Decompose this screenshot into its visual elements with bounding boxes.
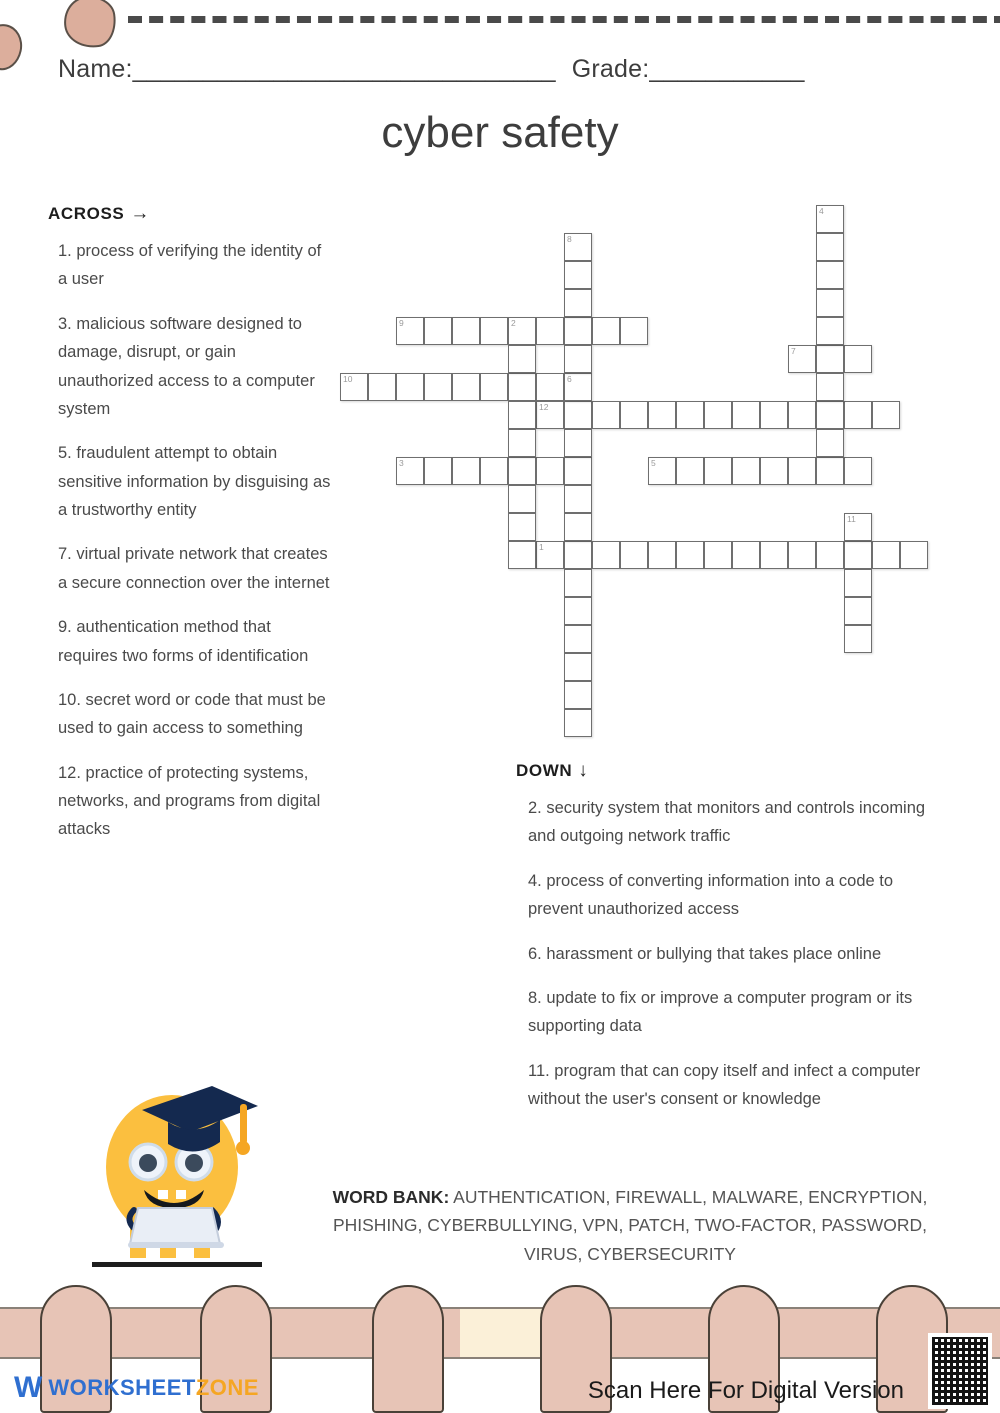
- grid-clue-number: 9: [399, 318, 404, 328]
- arrow-down-icon: ↓: [578, 760, 589, 781]
- word-bank: [320, 1183, 940, 1268]
- grid-clue-number: 1: [539, 542, 544, 552]
- grid-cell[interactable]: [816, 541, 844, 569]
- across-clue-1: 3. malicious software designed to damage, disrupt, or gain unauthorized access to a computer system: [58, 314, 315, 418]
- name-blank[interactable]: ______________________________: [132, 55, 556, 83]
- across-heading-label: ACROSS: [48, 204, 125, 223]
- grid-cell[interactable]: [564, 709, 592, 737]
- grid-cell[interactable]: [788, 457, 816, 485]
- grid-cell[interactable]: [760, 401, 788, 429]
- across-clue-3: 7. virtual private network that creates a secure connection over the internet: [58, 545, 330, 592]
- worksheetzone-logo[interactable]: [14, 1373, 259, 1403]
- grid-cell[interactable]: [536, 541, 564, 569]
- grid-cell[interactable]: [844, 541, 872, 569]
- down-heading-label: DOWN: [516, 761, 573, 780]
- grid-cell[interactable]: [844, 401, 872, 429]
- grid-cell[interactable]: [648, 541, 676, 569]
- grid-cell[interactable]: [564, 345, 592, 373]
- top-dashed-divider: [128, 16, 1000, 23]
- across-clue-0: 1. process of verifying the identity of a user: [58, 242, 322, 289]
- down-clue-3: 8. update to fix or improve a computer program or its supporting data: [528, 988, 913, 1036]
- grid-cell[interactable]: [452, 317, 480, 345]
- grid-cell[interactable]: [620, 317, 648, 345]
- grid-cell[interactable]: [564, 317, 592, 345]
- mascot-laptop: [128, 1208, 224, 1248]
- across-heading: [48, 203, 332, 225]
- grid-cell[interactable]: [480, 373, 508, 401]
- mascot-illustration: [72, 1062, 282, 1272]
- down-clue-1: 4. process of converting information into a code to prevent unauthorized access: [528, 871, 894, 919]
- grid-cell[interactable]: [704, 541, 732, 569]
- crossword-grid[interactable]: [340, 205, 960, 745]
- grid-cell[interactable]: [564, 569, 592, 597]
- grid-cell[interactable]: [816, 261, 844, 289]
- grid-cell[interactable]: [536, 457, 564, 485]
- bone-decoration: [61, 0, 120, 51]
- grid-cell[interactable]: [396, 457, 424, 485]
- grid-cell[interactable]: [536, 401, 564, 429]
- fence-picket: [372, 1285, 444, 1413]
- down-clues-section: [516, 760, 946, 1129]
- grid-cell[interactable]: [564, 681, 592, 709]
- grid-clue-number: 2: [511, 318, 516, 328]
- grid-cell[interactable]: [396, 373, 424, 401]
- grid-cell[interactable]: [872, 541, 900, 569]
- grid-cell[interactable]: [676, 457, 704, 485]
- grid-cell[interactable]: [620, 401, 648, 429]
- down-clue-4: 11. program that can copy itself and infect a computer without the user's consent or knowledge: [528, 1061, 921, 1108]
- grid-cell[interactable]: [564, 513, 592, 541]
- grade-label: Grade:: [571, 55, 650, 83]
- grid-cell[interactable]: [564, 289, 592, 317]
- down-heading: [516, 760, 946, 782]
- grid-cell[interactable]: [592, 317, 620, 345]
- grid-cell[interactable]: [816, 457, 844, 485]
- grid-cell[interactable]: [760, 541, 788, 569]
- grid-cell[interactable]: [844, 569, 872, 597]
- grid-cell[interactable]: [732, 541, 760, 569]
- logo-worksheet-text: WORKSHEET: [48, 1375, 196, 1400]
- grid-clue-number: 7: [791, 346, 796, 356]
- grid-cell[interactable]: [872, 401, 900, 429]
- word-bank-words: AUTHENTICATION, FIREWALL, MALWARE, ENCRYPTION, PHISHING, CYBERBULLYING, VPN, PATCH, TWO-FACTOR, PASSWORD, VIRUS, CYBERSECURITY: [332, 1187, 928, 1264]
- grid-cell[interactable]: [732, 401, 760, 429]
- grid-cell[interactable]: [424, 373, 452, 401]
- scan-instruction-text: Scan Here For Digital Version: [587, 1377, 904, 1404]
- grid-cell[interactable]: [508, 485, 536, 513]
- grid-cell[interactable]: [564, 485, 592, 513]
- grid-clue-number: 5: [651, 458, 656, 468]
- mascot-ground-line: [92, 1262, 262, 1267]
- grid-cell[interactable]: [900, 541, 928, 569]
- grid-cell[interactable]: [816, 345, 844, 373]
- grid-cell[interactable]: [340, 373, 368, 401]
- grid-cell[interactable]: [676, 401, 704, 429]
- grid-clue-number: 10: [343, 374, 353, 384]
- grid-cell[interactable]: [564, 653, 592, 681]
- grid-cell[interactable]: [564, 261, 592, 289]
- grid-cell[interactable]: [816, 233, 844, 261]
- grid-cell[interactable]: [536, 317, 564, 345]
- down-clue-2: 6. harassment or bullying that takes place online: [528, 944, 882, 963]
- grid-cell[interactable]: [368, 373, 396, 401]
- grid-cell[interactable]: [648, 457, 676, 485]
- grid-clue-number: 4: [819, 206, 824, 216]
- grid-cell[interactable]: [816, 317, 844, 345]
- grid-cell[interactable]: [564, 373, 592, 401]
- grid-cell[interactable]: [480, 317, 508, 345]
- grid-clue-number: 11: [847, 514, 856, 524]
- across-clue-list: [48, 237, 332, 844]
- grid-cell[interactable]: [564, 233, 592, 261]
- grid-cell[interactable]: [788, 541, 816, 569]
- word-bank-label: WORD BANK:: [332, 1187, 450, 1207]
- grid-cell[interactable]: [480, 457, 508, 485]
- grid-cell[interactable]: [424, 457, 452, 485]
- grid-clue-number: 12: [539, 402, 549, 412]
- grid-cell[interactable]: [816, 289, 844, 317]
- grid-cell[interactable]: [396, 317, 424, 345]
- logo-zone-text: ZONE: [195, 1375, 259, 1400]
- grid-cell[interactable]: [844, 345, 872, 373]
- footer-fence: [0, 1285, 1000, 1413]
- grid-cell[interactable]: [508, 373, 536, 401]
- grid-cell[interactable]: [788, 401, 816, 429]
- grid-cell[interactable]: [704, 401, 732, 429]
- down-clue-0: 2. security system that monitors and controls incoming and outgoing network traffic: [528, 799, 926, 846]
- name-label: Name:: [58, 55, 133, 83]
- grid-cell[interactable]: [536, 373, 564, 401]
- grid-cell[interactable]: [508, 317, 536, 345]
- grid-cell[interactable]: [508, 429, 536, 457]
- grid-cell[interactable]: [844, 625, 872, 653]
- grid-cell[interactable]: [564, 597, 592, 625]
- grid-cell[interactable]: [844, 457, 872, 485]
- grid-cell[interactable]: [508, 345, 536, 373]
- grid-cell[interactable]: [788, 345, 816, 373]
- grid-cell[interactable]: [424, 317, 452, 345]
- grid-cell[interactable]: [620, 541, 648, 569]
- grid-clue-number: 3: [399, 458, 404, 468]
- grid-clue-number: 8: [567, 234, 572, 244]
- across-clue-5: 10. secret word or code that must be used to gain access to something: [58, 690, 326, 738]
- grid-cell[interactable]: [816, 205, 844, 233]
- grid-cell[interactable]: [564, 401, 592, 429]
- logo-w-icon: W: [14, 1371, 43, 1404]
- down-clue-list: [516, 794, 946, 1113]
- grid-cell[interactable]: [816, 429, 844, 457]
- grid-cell[interactable]: [704, 457, 732, 485]
- page-title: cyber safety: [381, 108, 619, 157]
- arrow-right-icon: →: [130, 203, 150, 224]
- grid-cell[interactable]: [648, 401, 676, 429]
- bone-decoration-left: [0, 20, 26, 73]
- grid-cell[interactable]: [592, 541, 620, 569]
- grid-cell[interactable]: [816, 401, 844, 429]
- grid-cell[interactable]: [676, 541, 704, 569]
- grid-cell[interactable]: [564, 625, 592, 653]
- grid-cell[interactable]: [816, 373, 844, 401]
- qr-code[interactable]: [928, 1333, 992, 1409]
- grid-cell[interactable]: [732, 457, 760, 485]
- grid-cell[interactable]: [452, 373, 480, 401]
- grid-cell[interactable]: [508, 541, 536, 569]
- across-clue-6: 12. practice of protecting systems, networks, and programs from digital attacks: [58, 763, 321, 839]
- grid-cell[interactable]: [844, 597, 872, 625]
- name-grade-line: [58, 55, 805, 84]
- grid-cell[interactable]: [760, 457, 788, 485]
- grid-clue-number: 6: [567, 374, 572, 384]
- across-clues-section: [48, 203, 332, 860]
- grid-cell[interactable]: [452, 457, 480, 485]
- grid-cell[interactable]: [508, 457, 536, 485]
- across-clue-4: 9. authentication method that requires two forms of identification: [58, 618, 309, 665]
- grid-cell[interactable]: [564, 429, 592, 457]
- across-clue-2: 5. fraudulent attempt to obtain sensitive information by disguising as a trustworthy entity: [58, 444, 331, 519]
- grid-cell[interactable]: [564, 457, 592, 485]
- grid-cell[interactable]: [564, 541, 592, 569]
- grade-blank[interactable]: ___________: [649, 55, 805, 83]
- grid-cell[interactable]: [508, 513, 536, 541]
- grid-cell[interactable]: [592, 401, 620, 429]
- grid-cell[interactable]: [508, 401, 536, 429]
- grid-cell[interactable]: [844, 513, 872, 541]
